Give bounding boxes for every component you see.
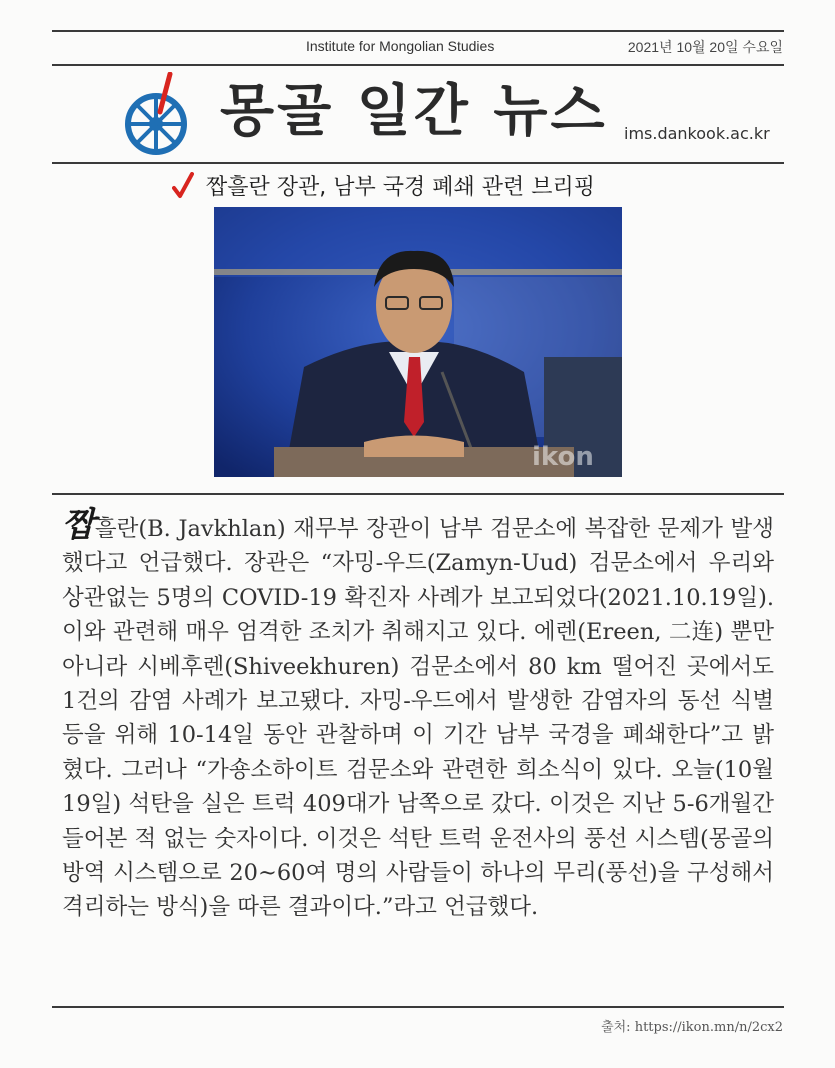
source-credit: 출처: https://ikon.mn/n/2cx2: [601, 1020, 783, 1035]
institute-logo-icon: [120, 72, 192, 158]
body-bottom-rule: [52, 1006, 784, 1008]
institute-name: Institute for Mongolian Studies: [306, 38, 495, 54]
checkmark-icon: [172, 172, 194, 200]
dropcap: 짭: [62, 505, 95, 545]
masthead-top-rule: [52, 64, 784, 66]
site-url: ims.dankook.ac.kr: [624, 124, 770, 143]
article-body-text: 흘란(B. Javkhlan) 재무부 장관이 남부 검문소에 복잡한 문제가 발생했다고 언급했다. 장관은 “자밍-우드(Zamyn-Uud) 검문소에서 우리와 상관없는 5명의 COVID-19 확진자 사례가 보고되었다(2021.10.19일). 이와 관련해 매우 엄격한 조치가 취해지고 있다. 에렌(Ereen, 二连) 뿐만 아니라 시베후렌(Shiveekhuren) 검문소에서 80 km 떨어진 곳에서도 1건의 감염 사례가 보고됐다. 자밍-우드에서 발생한 감염자의 동선 식별 등을 위해 10-14일 동안 관찰하며 이 기간 남부 국경을 폐쇄한다”고 밝혔다. 그러나 “가숑소하이트 검문소와 관련한 희소식이 있다. 오늘(10월 19일) 석탄을 실은 트럭 409대가 남쪽으로 갔다. 이것은 지난 5-6개월간 들어본 적 없는 숫자이다. 이것은 석탄 트럭 운전사의 풍선 시스템(몽골의 방역 시스템으로 20~60여 명의 사람들이 하나의 무리(풍선)을 구성해서 격리하는 방식)을 따른 결과이다.”라고 언급했다.: [62, 516, 774, 921]
article-photo: [214, 207, 622, 477]
masthead-title: 몽골 일간 뉴스: [220, 79, 608, 144]
article-body: [62, 505, 774, 925]
issue-date: 2021년 10월 20일 수요일: [627, 39, 783, 55]
photo-watermark: ikon: [532, 442, 594, 472]
article-headline: 짭흘란 장관, 남부 국경 폐쇄 관련 브리핑: [206, 175, 595, 200]
top-rule: [52, 30, 784, 32]
body-top-rule: [52, 493, 784, 495]
masthead-bottom-rule: [52, 162, 784, 164]
